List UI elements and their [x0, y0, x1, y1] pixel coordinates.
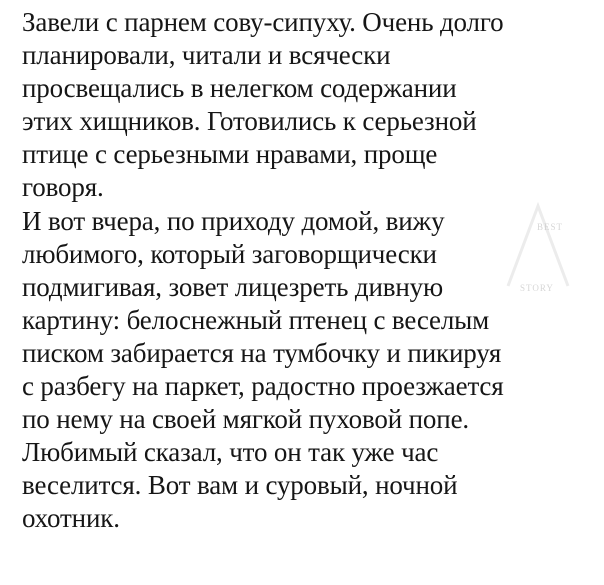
story-line: веселится. Вот вам и суровый, ночной — [22, 470, 458, 501]
story-line: говоря. — [22, 172, 104, 203]
watermark-logo-icon — [498, 196, 578, 296]
story-line: Завели с парнем сову-сипуху. Очень долго — [22, 7, 504, 37]
story-line: И вот вчера, по приходу домой, вижу — [22, 205, 445, 236]
story-line: любимого, который заговорщически — [22, 238, 437, 269]
story-line: птице с серьезными нравами, проще — [22, 139, 438, 170]
story-line: просвещались в нелегком содержании — [22, 73, 457, 104]
story-line: картину: белоснежный птенец с веселым — [22, 304, 490, 335]
story-line: Любимый сказал, что он так уже час — [22, 437, 439, 468]
story-line: охотник. — [22, 503, 120, 534]
watermark-bottom-text: STORY — [520, 283, 554, 293]
story-line: по нему на своей мягкой пуховой попе. — [22, 404, 470, 435]
watermark-top-text: BEST — [537, 222, 564, 232]
story-line: планировали, читали и всячески — [22, 40, 391, 71]
story-line: с разбегу на паркет, радостно проезжается — [22, 371, 504, 402]
story-line: подмигивая, зовет лицезреть дивную — [22, 271, 444, 302]
story-line: писком забирается на тумбочку и пикируя — [22, 337, 502, 368]
story-line: этих хищников. Готовились к серьезной — [22, 106, 477, 137]
